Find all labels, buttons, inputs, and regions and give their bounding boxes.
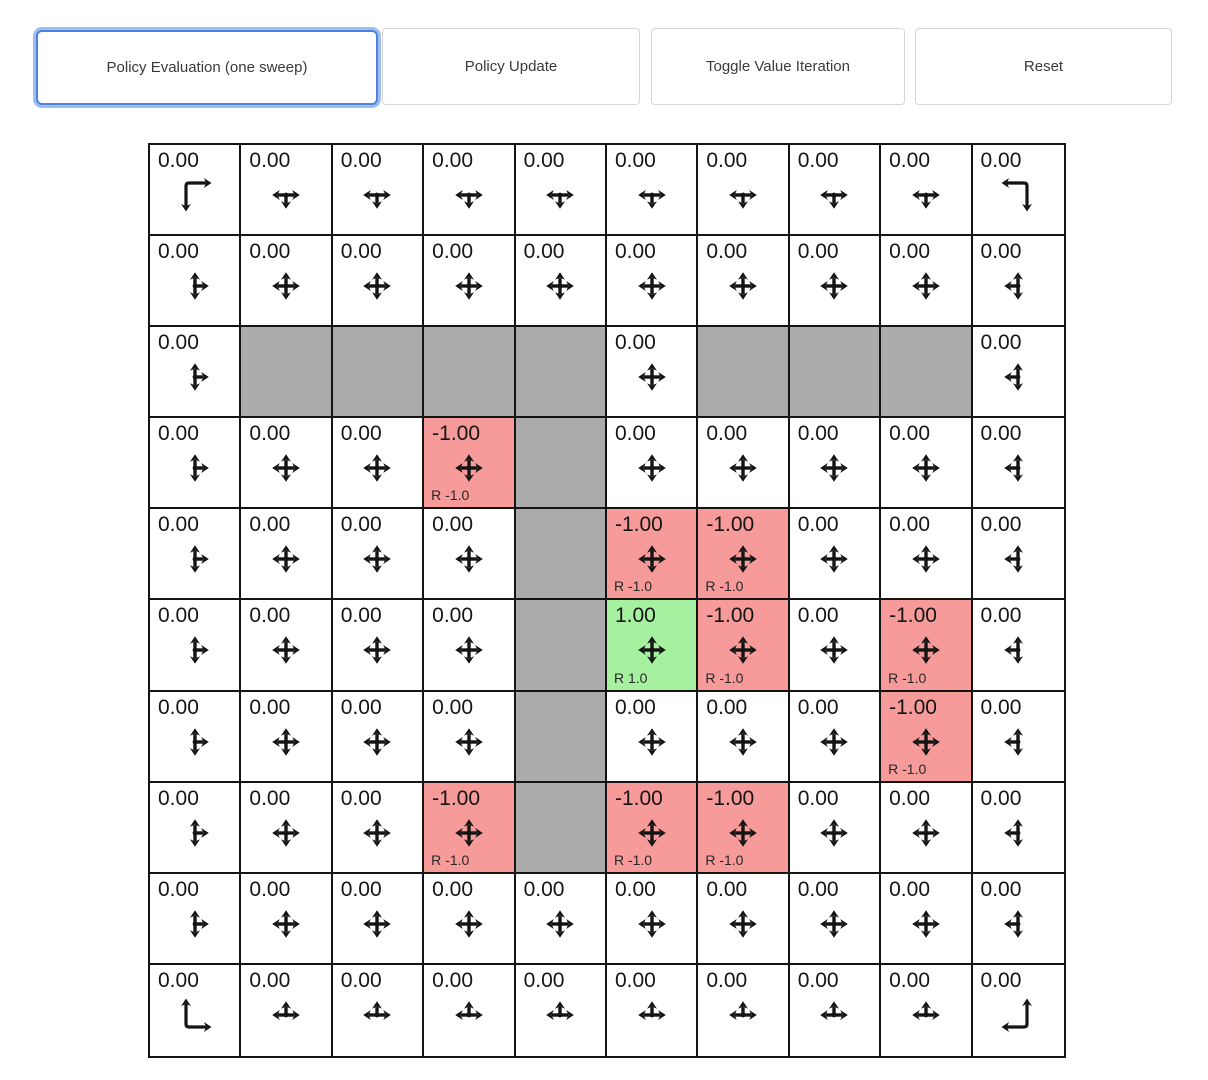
cell-value: 0.00	[706, 695, 748, 719]
grid-cell-6-2[interactable]	[333, 692, 424, 783]
policy-evaluation-button[interactable]: Policy Evaluation (one sweep)	[36, 30, 378, 105]
grid-cell-1-1[interactable]	[241, 236, 332, 327]
cell-value: 0.00	[614, 240, 656, 264]
policy-arrows-icon	[178, 816, 212, 850]
policy-arrows-icon	[360, 998, 394, 1032]
grid-cell-9-3[interactable]	[424, 965, 515, 1056]
grid-cell-1-2[interactable]	[333, 236, 424, 327]
cell-value: 0.00	[706, 877, 748, 901]
policy-arrows-icon	[635, 907, 669, 941]
cell-value: 0.00	[980, 786, 1022, 810]
grid-cell-7-7[interactable]	[790, 783, 881, 874]
cell-value: -1.00	[706, 513, 755, 537]
policy-arrows-icon	[452, 907, 486, 941]
grid-cell-7-9[interactable]	[973, 783, 1064, 874]
grid-cell-5-9[interactable]	[973, 600, 1064, 691]
policy-arrows-icon	[543, 269, 577, 303]
cell-value: -1.00	[614, 513, 663, 537]
grid-cell-8-9[interactable]	[973, 874, 1064, 965]
cell-reward: R -1.0	[888, 669, 927, 686]
grid-cell-3-9[interactable]	[973, 418, 1064, 509]
grid-cell-9-7[interactable]	[790, 965, 881, 1056]
toggle-value-iteration-button[interactable]: Toggle Value Iteration	[651, 28, 905, 105]
policy-arrows-icon	[360, 725, 394, 759]
grid-cell-6-1[interactable]	[241, 692, 332, 783]
grid-cell-4-2[interactable]	[333, 509, 424, 600]
cell-value: 0.00	[158, 968, 199, 992]
grid-cell-6-7[interactable]	[790, 692, 881, 783]
policy-arrows-icon	[635, 816, 669, 850]
cell-value: -1.00	[706, 604, 755, 628]
grid-cell-8-4[interactable]	[516, 874, 607, 965]
cell-value: 0.00	[706, 968, 748, 992]
grid-cell-9-9[interactable]	[973, 965, 1064, 1056]
cell-value: 0.00	[432, 513, 474, 537]
grid-cell-3-2[interactable]	[333, 418, 424, 509]
cell-reward: R -1.0	[705, 669, 744, 686]
cell-value: 0.00	[889, 968, 930, 992]
grid-cell-9-2[interactable]	[333, 965, 424, 1056]
cell-value: 0.00	[523, 240, 565, 264]
cell-value: -1.00	[706, 786, 755, 810]
policy-arrows-icon	[452, 451, 486, 485]
cell-value: 0.00	[614, 695, 656, 719]
policy-arrows-icon	[726, 451, 760, 485]
cell-value: -1.00	[889, 695, 937, 719]
policy-arrows-icon	[178, 542, 212, 576]
policy-arrows-icon	[817, 725, 851, 759]
grid-wall-2-6[interactable]	[698, 327, 789, 418]
policy-arrows-icon	[452, 816, 486, 850]
cell-value: 0.00	[706, 240, 748, 264]
grid-cell-4-8[interactable]	[881, 509, 972, 600]
policy-arrows-icon	[269, 907, 303, 941]
policy-arrows-icon	[360, 907, 394, 941]
policy-arrows-icon	[360, 269, 394, 303]
policy-arrows-icon	[452, 269, 486, 303]
policy-arrows-icon	[909, 725, 943, 759]
grid-cell-3-5[interactable]	[607, 418, 698, 509]
grid-cell-8-0[interactable]	[150, 874, 241, 965]
cell-value: 0.00	[980, 149, 1022, 172]
grid-cell-6-8[interactable]	[881, 692, 972, 783]
grid-cell-0-5[interactable]	[607, 145, 698, 236]
grid-cell-1-0[interactable]	[150, 236, 241, 327]
policy-arrows-icon	[1001, 269, 1035, 303]
cell-value: 0.00	[340, 877, 382, 901]
cell-reward: R -1.0	[705, 578, 744, 595]
grid-cell-0-1[interactable]	[241, 145, 332, 236]
policy-arrows-icon	[178, 725, 212, 759]
policy-arrows-icon	[543, 907, 577, 941]
grid-cell-5-5[interactable]	[607, 600, 698, 691]
cell-value: 0.00	[340, 604, 382, 628]
grid-cell-0-6[interactable]	[698, 145, 789, 236]
cell-value: 0.00	[889, 877, 930, 901]
cell-value: 0.00	[980, 695, 1022, 719]
grid-cell-8-5[interactable]	[607, 874, 698, 965]
grid-cell-0-8[interactable]	[881, 145, 972, 236]
grid-wall-4-4[interactable]	[516, 509, 607, 600]
cell-value: 0.00	[797, 422, 839, 446]
cell-value: 0.00	[889, 786, 930, 810]
cell-value: 0.00	[158, 604, 199, 628]
cell-value: 0.00	[797, 786, 839, 810]
cell-value: 0.00	[432, 877, 474, 901]
policy-arrows-icon	[1001, 360, 1035, 394]
grid-cell-1-6[interactable]	[698, 236, 789, 327]
grid-cell-6-0[interactable]	[150, 692, 241, 783]
grid-wall-7-4[interactable]	[516, 783, 607, 874]
policy-arrows-icon	[909, 269, 943, 303]
grid-wall-6-4[interactable]	[516, 692, 607, 783]
grid-wall-3-4[interactable]	[516, 418, 607, 509]
policy-arrows-icon	[909, 542, 943, 576]
cell-value: 0.00	[249, 695, 291, 719]
cell-value: 0.00	[797, 604, 839, 628]
grid-cell-4-0[interactable]	[150, 509, 241, 600]
cell-value: 0.00	[889, 149, 930, 172]
cell-value: 0.00	[249, 877, 291, 901]
policy-arrows-icon	[452, 998, 486, 1032]
cell-value: 0.00	[249, 422, 291, 446]
policy-arrows-icon	[452, 725, 486, 759]
grid-cell-8-6[interactable]	[698, 874, 789, 965]
policy-arrows-icon	[635, 451, 669, 485]
cell-value: 0.00	[340, 513, 382, 537]
grid-cell-7-5[interactable]	[607, 783, 698, 874]
policy-arrows-icon	[178, 360, 212, 394]
policy-arrows-icon	[726, 907, 760, 941]
cell-value: -1.00	[889, 604, 937, 628]
cell-value: -1.00	[432, 786, 481, 810]
policy-arrows-icon	[726, 542, 760, 576]
cell-value: 0.00	[249, 513, 291, 537]
cell-value: 0.00	[523, 968, 565, 992]
policy-arrows-icon	[1001, 816, 1035, 850]
cell-value: 0.00	[614, 877, 656, 901]
policy-arrows-icon	[178, 451, 212, 485]
cell-value: 0.00	[340, 240, 382, 264]
policy-arrows-icon	[452, 178, 486, 212]
grid-wall-2-4[interactable]	[516, 327, 607, 418]
cell-value: 0.00	[340, 149, 382, 172]
cell-value: 0.00	[980, 604, 1022, 628]
grid-cell-7-3[interactable]	[424, 783, 515, 874]
policy-arrows-icon	[1001, 178, 1035, 212]
cell-value: 0.00	[432, 240, 474, 264]
grid-cell-9-1[interactable]	[241, 965, 332, 1056]
cell-value: 0.00	[340, 968, 382, 992]
grid-cell-2-0[interactable]	[150, 327, 241, 418]
policy-arrows-icon	[1001, 633, 1035, 667]
cell-value: 0.00	[158, 331, 199, 355]
grid-cell-9-0[interactable]	[150, 965, 241, 1056]
policy-arrows-icon	[817, 907, 851, 941]
cell-value: 0.00	[797, 149, 839, 172]
policy-arrows-icon	[635, 725, 669, 759]
policy-arrows-icon	[1001, 451, 1035, 485]
cell-value: 0.00	[614, 968, 656, 992]
grid-cell-1-4[interactable]	[516, 236, 607, 327]
cell-value: 0.00	[340, 695, 382, 719]
cell-value: 0.00	[158, 149, 199, 172]
grid-cell-3-3[interactable]	[424, 418, 515, 509]
grid-wall-5-4[interactable]	[516, 600, 607, 691]
grid-cell-1-3[interactable]	[424, 236, 515, 327]
policy-arrows-icon	[726, 269, 760, 303]
policy-arrows-icon	[452, 542, 486, 576]
cell-value: 0.00	[797, 877, 839, 901]
policy-arrows-icon	[635, 360, 669, 394]
grid-cell-9-5[interactable]	[607, 965, 698, 1056]
policy-arrows-icon	[635, 998, 669, 1032]
cell-value: 0.00	[158, 422, 199, 446]
grid-wall-2-1[interactable]	[241, 327, 332, 418]
grid-cell-7-6[interactable]	[698, 783, 789, 874]
policy-arrows-icon	[269, 451, 303, 485]
policy-arrows-icon	[178, 269, 212, 303]
cell-value: 0.00	[158, 513, 199, 537]
grid-cell-1-8[interactable]	[881, 236, 972, 327]
grid-cell-3-1[interactable]	[241, 418, 332, 509]
policy-arrows-icon	[269, 269, 303, 303]
grid-cell-0-2[interactable]	[333, 145, 424, 236]
grid-cell-6-6[interactable]	[698, 692, 789, 783]
cell-value: 0.00	[614, 331, 656, 355]
grid-cell-0-4[interactable]	[516, 145, 607, 236]
cell-value: 0.00	[523, 149, 565, 172]
grid-cell-6-3[interactable]	[424, 692, 515, 783]
grid-wall-2-7[interactable]	[790, 327, 881, 418]
cell-value: 0.00	[980, 513, 1022, 537]
grid-cell-8-2[interactable]	[333, 874, 424, 965]
policy-arrows-icon	[1001, 725, 1035, 759]
grid-cell-1-9[interactable]	[973, 236, 1064, 327]
policy-arrows-icon	[726, 725, 760, 759]
cell-reward: R -1.0	[613, 851, 653, 868]
policy-arrows-icon	[817, 816, 851, 850]
grid-cell-4-1[interactable]	[241, 509, 332, 600]
policy-arrows-icon	[543, 178, 577, 212]
grid-wall-2-2[interactable]	[333, 327, 424, 418]
grid-cell-7-1[interactable]	[241, 783, 332, 874]
grid-cell-6-9[interactable]	[973, 692, 1064, 783]
cell-value: 0.00	[980, 968, 1022, 992]
cell-value: 0.00	[980, 877, 1022, 901]
cell-value: -1.00	[432, 422, 481, 446]
cell-value: 0.00	[980, 240, 1022, 264]
grid-cell-1-5[interactable]	[607, 236, 698, 327]
policy-arrows-icon	[360, 178, 394, 212]
policy-arrows-icon	[452, 633, 486, 667]
cell-value: 0.00	[523, 877, 565, 901]
policy-arrows-icon	[817, 269, 851, 303]
cell-value: 0.00	[797, 240, 839, 264]
grid-cell-6-5[interactable]	[607, 692, 698, 783]
grid-cell-8-8[interactable]	[881, 874, 972, 965]
cell-value: 0.00	[889, 240, 930, 264]
cell-reward: R 1.0	[613, 669, 648, 686]
grid-cell-3-8[interactable]	[881, 418, 972, 509]
policy-arrows-icon	[269, 178, 303, 212]
cell-value: 0.00	[249, 149, 291, 172]
policy-update-button[interactable]: Policy Update	[382, 28, 640, 105]
policy-arrows-icon	[635, 269, 669, 303]
cell-value: 0.00	[614, 149, 656, 172]
policy-arrows-icon	[635, 178, 669, 212]
policy-arrows-icon	[1001, 907, 1035, 941]
grid-cell-8-3[interactable]	[424, 874, 515, 965]
cell-value: 0.00	[797, 968, 839, 992]
grid-cell-5-0[interactable]	[150, 600, 241, 691]
policy-arrows-icon	[909, 633, 943, 667]
cell-value: 0.00	[158, 877, 199, 901]
grid-cell-7-0[interactable]	[150, 783, 241, 874]
policy-arrows-icon	[269, 998, 303, 1032]
policy-arrows-icon	[635, 542, 669, 576]
policy-arrows-icon	[726, 816, 760, 850]
grid-cell-9-8[interactable]	[881, 965, 972, 1056]
policy-arrows-icon	[909, 451, 943, 485]
cell-value: 0.00	[340, 786, 382, 810]
policy-arrows-icon	[635, 633, 669, 667]
policy-arrows-icon	[817, 998, 851, 1032]
cell-value: 0.00	[889, 513, 930, 537]
cell-value: 0.00	[980, 331, 1022, 355]
policy-arrows-icon	[543, 998, 577, 1032]
grid-wall-2-8[interactable]	[881, 327, 972, 418]
grid-cell-4-3[interactable]	[424, 509, 515, 600]
grid-cell-2-5[interactable]	[607, 327, 698, 418]
policy-arrows-icon	[360, 633, 394, 667]
policy-arrows-icon	[1001, 542, 1035, 576]
cell-value: 0.00	[432, 695, 474, 719]
policy-arrows-icon	[909, 816, 943, 850]
cell-value: 0.00	[158, 786, 199, 810]
cell-value: 0.00	[249, 240, 291, 264]
cell-reward: R -1.0	[431, 851, 470, 868]
policy-arrows-icon	[817, 178, 851, 212]
cell-value: 0.00	[889, 422, 930, 446]
grid-cell-1-7[interactable]	[790, 236, 881, 327]
policy-arrows-icon	[817, 542, 851, 576]
policy-arrows-icon	[726, 998, 760, 1032]
policy-arrows-icon	[726, 178, 760, 212]
grid-cell-3-7[interactable]	[790, 418, 881, 509]
policy-arrows-icon	[178, 907, 212, 941]
policy-arrows-icon	[269, 725, 303, 759]
grid-cell-5-7[interactable]	[790, 600, 881, 691]
cell-value: -1.00	[614, 786, 663, 810]
cell-value: 0.00	[432, 604, 474, 628]
cell-value: 0.00	[797, 513, 839, 537]
cell-value: 0.00	[249, 604, 291, 628]
grid-cell-5-1[interactable]	[241, 600, 332, 691]
cell-value: 0.00	[432, 968, 474, 992]
grid-cell-8-7[interactable]	[790, 874, 881, 965]
grid-cell-3-6[interactable]	[698, 418, 789, 509]
policy-arrows-icon	[178, 633, 212, 667]
grid-cell-9-6[interactable]	[698, 965, 789, 1056]
grid-cell-3-0[interactable]	[150, 418, 241, 509]
grid-cell-0-9[interactable]	[973, 145, 1064, 236]
grid-cell-4-5[interactable]	[607, 509, 698, 600]
grid-cell-5-3[interactable]	[424, 600, 515, 691]
grid-cell-0-0[interactable]	[150, 145, 241, 236]
grid-wall-2-3[interactable]	[424, 327, 515, 418]
policy-arrows-icon	[178, 178, 212, 212]
cell-value: 0.00	[249, 968, 291, 992]
cell-value: 0.00	[706, 149, 748, 172]
cell-value: 0.00	[797, 695, 839, 719]
grid-cell-8-1[interactable]	[241, 874, 332, 965]
cell-value: 0.00	[340, 422, 382, 446]
policy-arrows-icon	[269, 542, 303, 576]
policy-arrows-icon	[269, 633, 303, 667]
policy-arrows-icon	[360, 451, 394, 485]
policy-arrows-icon	[909, 998, 943, 1032]
grid-cell-4-9[interactable]	[973, 509, 1064, 600]
cell-value: 0.00	[249, 786, 291, 810]
cell-reward: R -1.0	[613, 578, 653, 595]
policy-arrows-icon	[360, 542, 394, 576]
grid-cell-5-2[interactable]	[333, 600, 424, 691]
cell-value: 0.00	[158, 240, 199, 264]
cell-value: 0.00	[980, 422, 1022, 446]
cell-reward: R -1.0	[705, 851, 744, 868]
policy-arrows-icon	[178, 998, 212, 1032]
cell-value: 1.00	[614, 604, 656, 628]
grid-cell-4-6[interactable]	[698, 509, 789, 600]
grid-cell-5-6[interactable]	[698, 600, 789, 691]
gridworld-grid	[148, 143, 1066, 1058]
grid-cell-9-4[interactable]	[516, 965, 607, 1056]
grid-cell-7-2[interactable]	[333, 783, 424, 874]
grid-cell-4-7[interactable]	[790, 509, 881, 600]
policy-arrows-icon	[817, 451, 851, 485]
policy-arrows-icon	[269, 816, 303, 850]
cell-reward: R -1.0	[431, 487, 470, 504]
grid-cell-2-9[interactable]	[973, 327, 1064, 418]
cell-value: 0.00	[706, 422, 748, 446]
reset-button[interactable]: Reset	[915, 28, 1172, 105]
grid-cell-7-8[interactable]	[881, 783, 972, 874]
grid-cell-0-7[interactable]	[790, 145, 881, 236]
policy-arrows-icon	[726, 633, 760, 667]
cell-value: 0.00	[614, 422, 656, 446]
grid-cell-5-8[interactable]	[881, 600, 972, 691]
grid-cell-0-3[interactable]	[424, 145, 515, 236]
cell-value: 0.00	[158, 695, 199, 719]
policy-arrows-icon	[909, 907, 943, 941]
policy-arrows-icon	[1001, 998, 1035, 1032]
policy-arrows-icon	[909, 178, 943, 212]
policy-arrows-icon	[360, 816, 394, 850]
cell-reward: R -1.0	[888, 760, 927, 777]
policy-arrows-icon	[817, 633, 851, 667]
cell-value: 0.00	[432, 149, 474, 172]
